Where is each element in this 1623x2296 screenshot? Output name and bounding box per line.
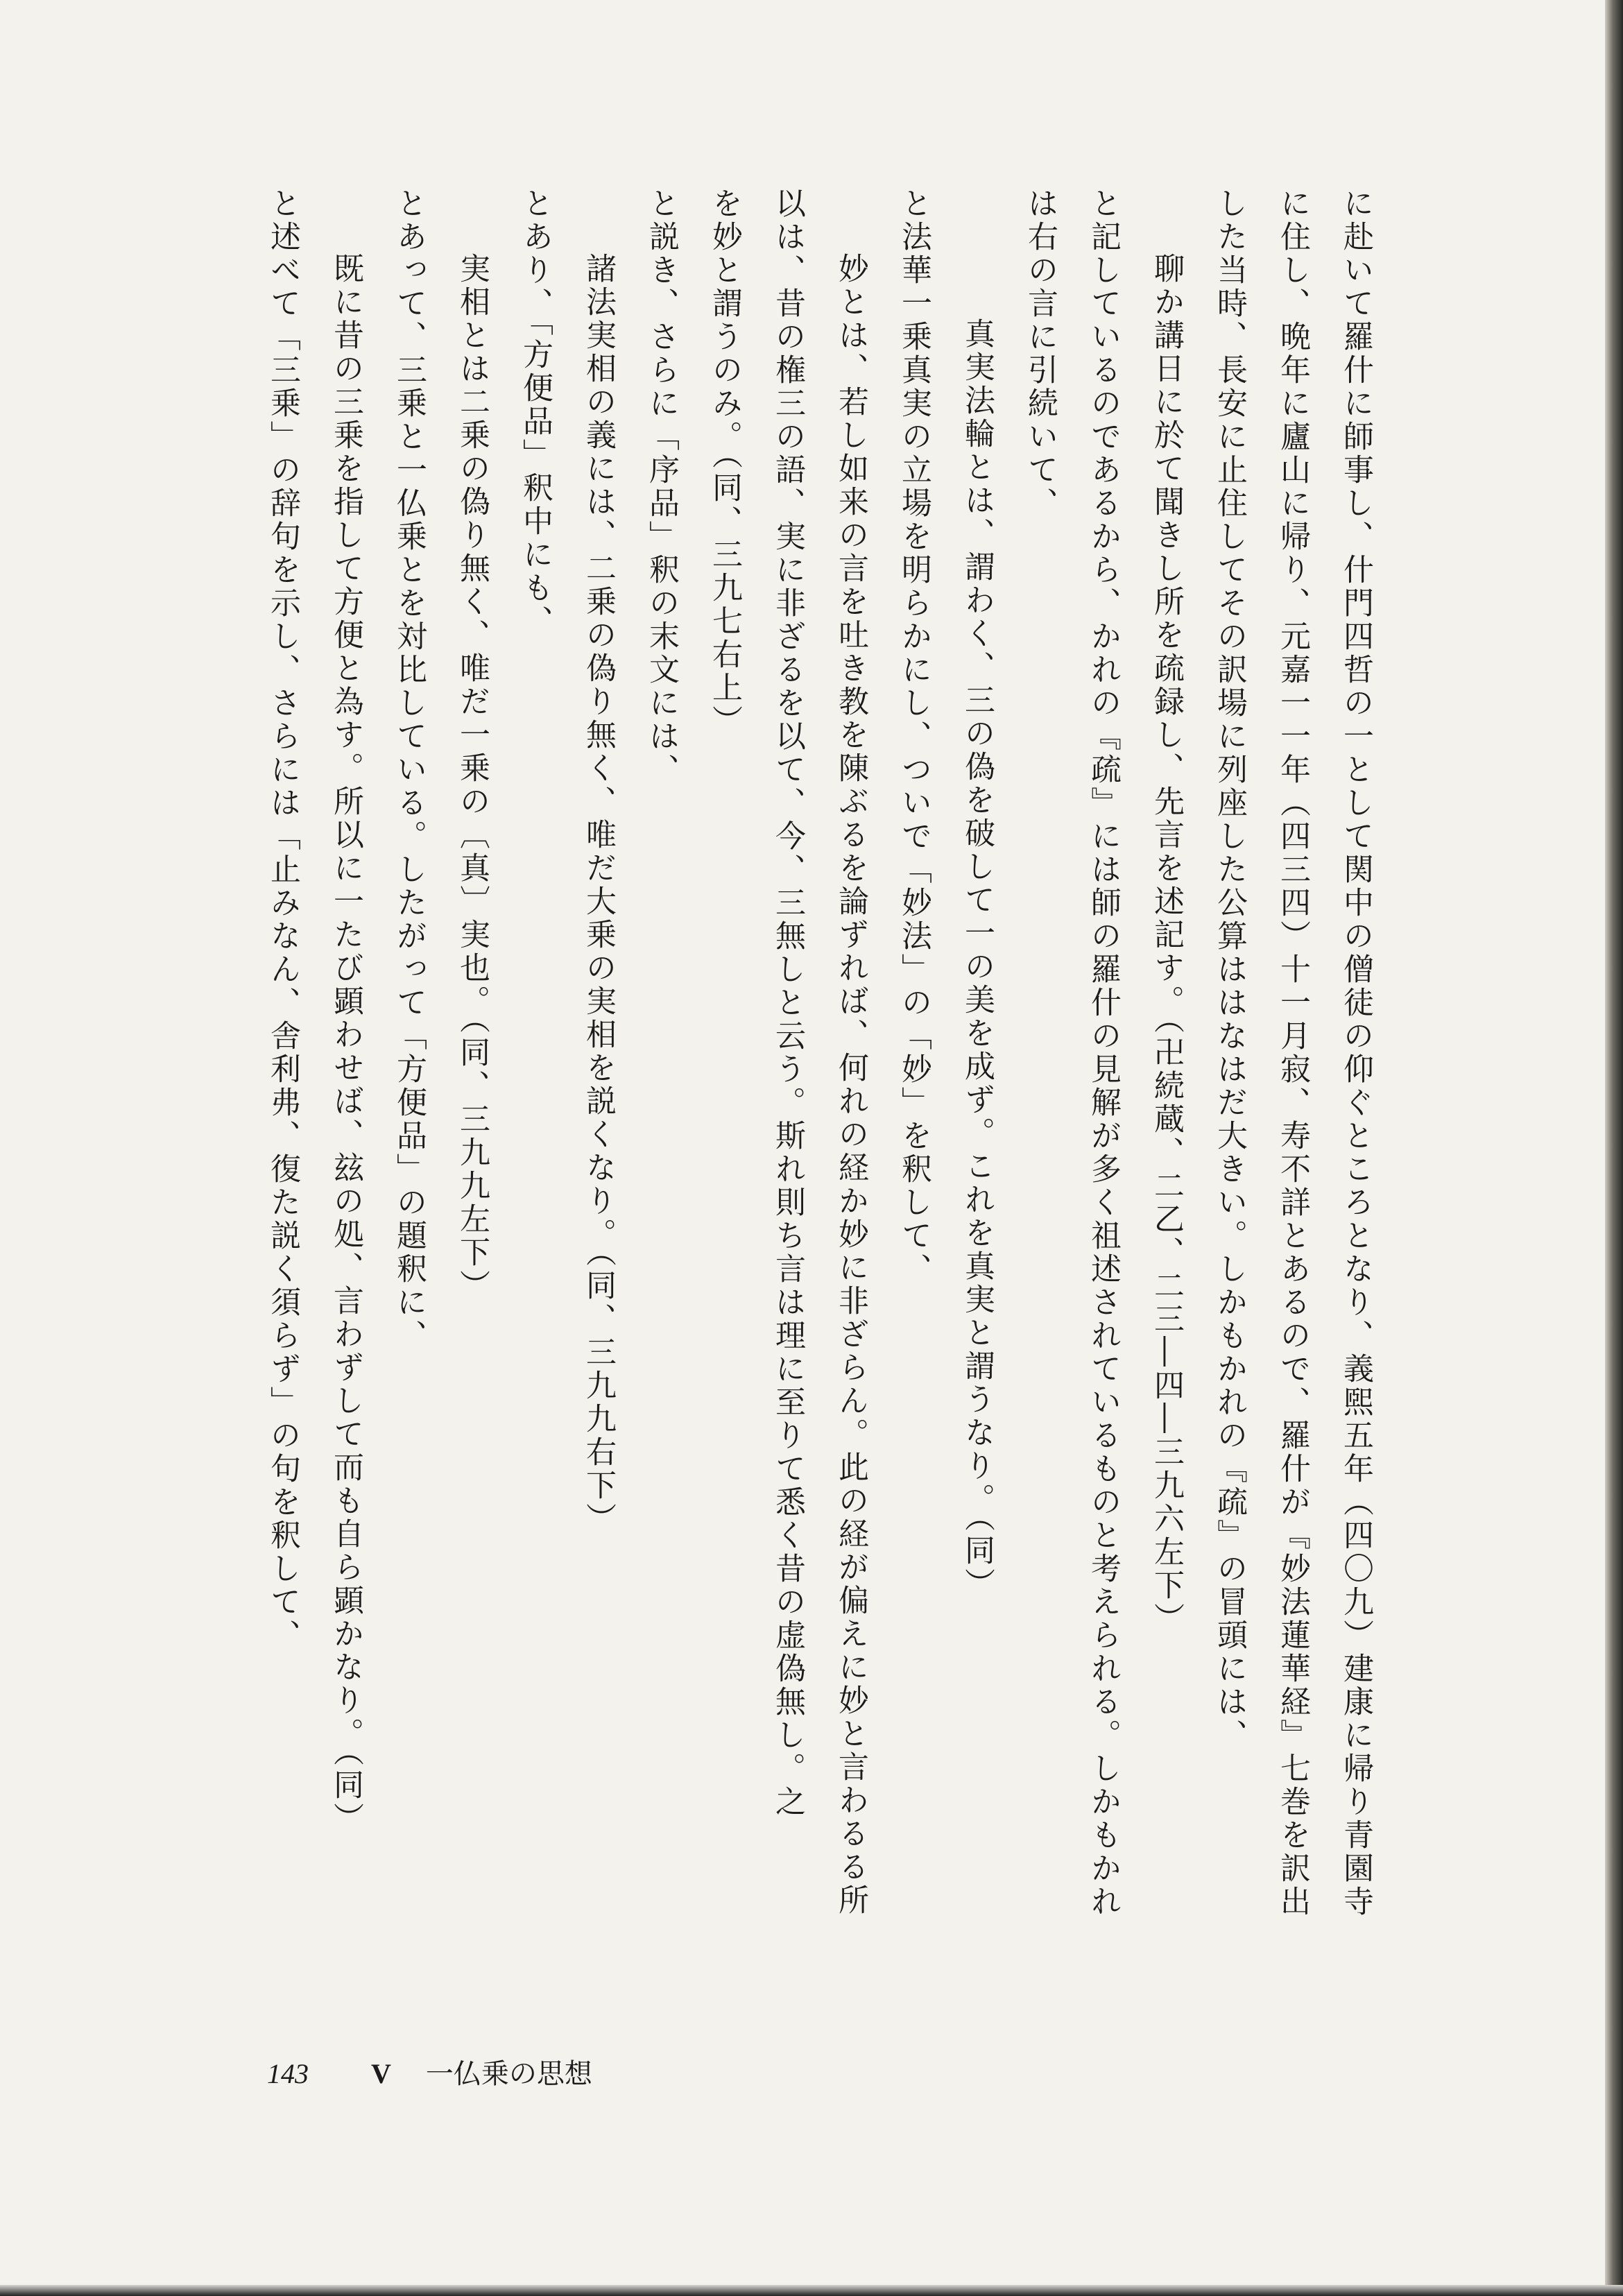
quoted-line: 真実法輪とは、謂わく、三の偽を破して一の美を成ず。これを真実と謂うなり。（同） <box>959 318 995 1601</box>
text-line: と説き、さらに「序品」釈の末文には、 <box>644 187 679 787</box>
book-spine-shadow <box>1605 0 1623 2296</box>
text-line: に赴いて羅什に師事し、什門四哲の一として関中の僧徒の仰ぐところとなり、義煕五年（四〇九）建康に帰り青園寺 <box>1338 187 1373 1919</box>
text-line: は右の言に引続いて、 <box>1022 187 1058 520</box>
text-line: と述べて「三乗」の辞句を示し、さらには「止みなん、舎利弗、復た説く須らず」の句を釈して、 <box>265 187 300 1652</box>
page-footer <box>267 2052 592 2091</box>
quoted-line: 妙とは、若し如来の言を吐き教を陳ぶるを論ずれば、何れの経か妙に非ざらん。此の経が偏えに妙と言わるる所 <box>833 252 868 1917</box>
text-line: に住し、晩年に廬山に帰り、元嘉一一年（四三四）十一月寂、寿不詳とあるので、羅什が『妙法蓮華経』七巻を訳出 <box>1275 187 1310 1919</box>
quoted-line: 以は、昔の権三の語、実に非ざるを以て、今、三無しと云う。斯れ則ち言は理に至りて悉く昔の虚偽無し。之 <box>770 187 805 1819</box>
page-number: 143 <box>267 2058 309 2089</box>
text-line: とあって、三乗と一仏乗とを対比している。したがって「方便品」の題釈に、 <box>391 187 427 1353</box>
text-line: とあり、「方便品」釈中にも、 <box>517 187 553 638</box>
quoted-line: を妙と謂うのみ。（同、三九七右上） <box>707 187 742 738</box>
quoted-line: 既に昔の三乗を指して方便と為す。所以に一たび顕わせば、玆の処、言わずして而も自ら顕かなり。（同） <box>328 252 363 1835</box>
quoted-line: 聊か講日に於て聞きし所を疏録し、先言を述記す。（卍続蔵、二乙、二三―四―三九六左下） <box>1149 252 1184 1636</box>
page-bottom-edge <box>0 2285 1623 2296</box>
text-line: と法華一乗真実の立場を明らかにし、ついで「妙法」の「妙」を釈して、 <box>896 187 931 1286</box>
quoted-line: 諸法実相の義には、二乗の偽り無く、唯だ大乗の実相を説くなり。（同、三九九右下） <box>581 252 616 1536</box>
text-line: した当時、長安に止住してその訳場に列座した公算ははなはだ大きい。しかもかれの『疏』の冒頭には、 <box>1212 187 1247 1752</box>
chapter-number: V <box>371 2058 391 2089</box>
text-line: と記しているのであるから、かれの『疏』には師の羅什の見解が多く祖述されているものと考えられる。しかもかれ <box>1085 187 1121 1919</box>
quoted-line: 実相とは二乗の偽り無く、唯だ一乗の〔真〕実也。（同、三九九左下） <box>454 252 490 1303</box>
chapter-title: 一仏乗の思想 <box>425 2058 592 2089</box>
vertical-text-body <box>208 187 1387 1963</box>
